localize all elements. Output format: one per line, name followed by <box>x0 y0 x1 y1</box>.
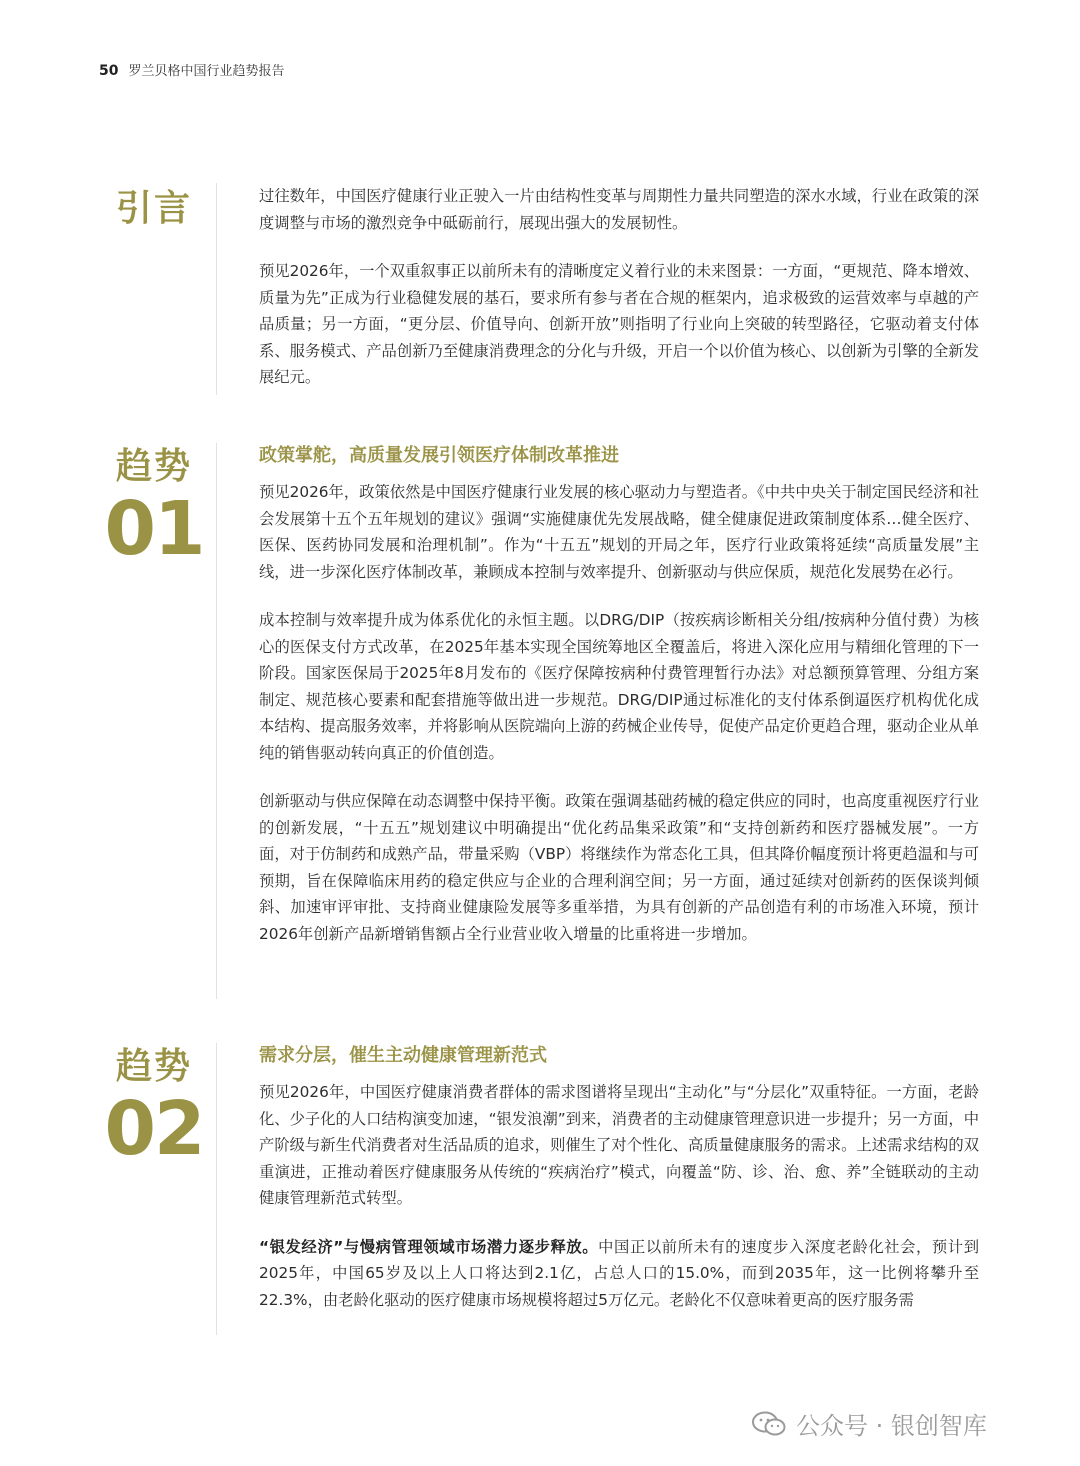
trend-01-divider <box>216 443 217 999</box>
intro-paragraph: 过往数年，中国医疗健康行业正驶入一片由结构性变革与周期性力量共同塑造的深水水域，行业在政策的深度调整与市场的激烈竞争中砥砺前行，展现出强大的发展韧性。 <box>259 187 979 232</box>
watermark <box>752 1406 987 1441</box>
trend-02-heading: 需求分层，催生主动健康管理新范式 <box>259 1045 547 1066</box>
trend-number: 01 <box>104 486 204 572</box>
trend-01-paragraph: 成本控制与效率提升成为体系优化的永恒主题。以DRG/DIP（按疾病诊断相关分组/按病种分值付费）为核心的医保支付方式改革，在2025年基本实现全国统筹地区全覆盖后，将进入深化应用与精细化管理的下一阶段。国家医保局于2025年8月发布的《医疗保障按病种付费管理暂行办法》对总额预算管理、分组方案制定、规范核心要素和配套措施等做出进一步规范。DRG/DIP通过标准化的支付体系倒逼医疗机构优化成本结构、提高服务效率，并将影响从医院端向上游的药械企业传导，促使产品定价更趋合理，驱动企业从单纯的销售驱动转向真正的价值创造。 <box>259 611 979 762</box>
trend-01-content <box>259 443 979 969</box>
watermark-text: 公众号 · 银创智库 <box>796 1412 987 1440</box>
trend-02-paragraph <box>259 1234 979 1314</box>
intro-paragraph: 预见2026年，一个双重叙事正以前所未有的清晰度定义着行业的未来图景：一方面，“更规范、降本增效、质量为先”正成为行业稳健发展的基石，要求所有参与者在合规的框架内，追求极致的运营效率与卓越的产品质量；另一方面，“更分层、价值导向、创新开放”则指明了行业向上突破的转型路径，它驱动着支付体系、服务模式、产品创新乃至健康消费理念的分化与升级，开启一个以价值为核心、以创新为引擎的全新发展纪元。 <box>259 262 979 386</box>
trend-01-paragraph: 创新驱动与供应保障在动态调整中保持平衡。政策在强调基础药械的稳定供应的同时，也高度重视医疗行业的创新发展，“十五五”规划建议中明确提出“优化药品集采政策”和“支持创新药和医疗器械发展”。一方面，对于仿制药和成熟产品，带量采购（VBP）将继续作为常态化工具，但其降价幅度预计将更趋温和与可预期，旨在保障临床用药的稳定供应与企业的合理利润空间；另一方面，通过延续对创新药的医保谈判倾斜、加速审评审批、支持商业健康险发展等多重举措，为具有创新的产品创造有利的市场准入环境，预计2026年创新产品新增销售额占全行业营业收入增量的比重将进一步增加。 <box>259 792 979 943</box>
intro-label-col <box>104 187 204 231</box>
trend-01-heading: 政策掌舵，高质量发展引领医疗体制改革推进 <box>259 445 619 466</box>
trend-02-bold-lead: “银发经济”与慢病管理领域市场潜力逐步释放。 <box>259 1237 599 1256</box>
intro-divider <box>216 183 217 395</box>
trend-02-lead-rest: 中国正以前所未有的速度步入深度老龄化社会，预计到2025年，中国65岁及以上人口将达到2.1亿，占总人口的15.0%，而到2035年，这一比例将攀升至22.3%，由老龄化驱动的医疗健康市场规模将超过5万亿元。老龄化不仅意味着更高的医疗服务需 <box>259 1237 979 1309</box>
trend-01-label-col <box>104 445 204 572</box>
trend-02-divider <box>216 1043 217 1335</box>
trend-01-paragraph: 预见2026年，政策依然是中国医疗健康行业发展的核心驱动力与塑造者。《中共中央关于制定国民经济和社会发展第十五个五年规划的建议》强调“实施健康优先发展战略，健全健康促进政策制度体系…健全医疗、医保、医药协同发展和治理机制”。作为“十五五”规划的开局之年，医疗行业政策将延续“高质量发展”主线，进一步深化医疗体制改革，兼顾成本控制与效率提升、创新驱动与供应保质，规范化发展势在必行。 <box>259 483 979 581</box>
report-title: 罗兰贝格中国行业趋势报告 <box>128 64 285 79</box>
intro-label: 引言 <box>115 188 192 229</box>
intro-content <box>259 183 979 413</box>
trend-02-content <box>259 1043 979 1335</box>
page-header <box>99 60 285 79</box>
trend-number: 02 <box>104 1086 204 1172</box>
page-number: 50 <box>99 63 119 79</box>
trend-02-label-col <box>104 1045 204 1172</box>
trend-02-paragraph: 预见2026年，中国医疗健康消费者群体的需求图谱将呈现出“主动化”与“分层化”双重特征。一方面，老龄化、少子化的人口结构演变加速，“银发浪潮”到来，消费者的主动健康管理意识进一步提升；另一方面，中产阶级与新生代消费者对生活品质的追求，则催生了对个性化、高质量健康服务的需求。上述需求结构的双重演进，正推动着医疗健康服务从传统的“疾病治疗”模式，向覆盖“防、诊、治、愈、养”全链联动的主动健康管理新范式转型。 <box>259 1083 979 1207</box>
wechat-icon <box>752 1411 786 1437</box>
trend-label: 趋势 <box>115 446 192 487</box>
trend-label: 趋势 <box>115 1046 192 1087</box>
